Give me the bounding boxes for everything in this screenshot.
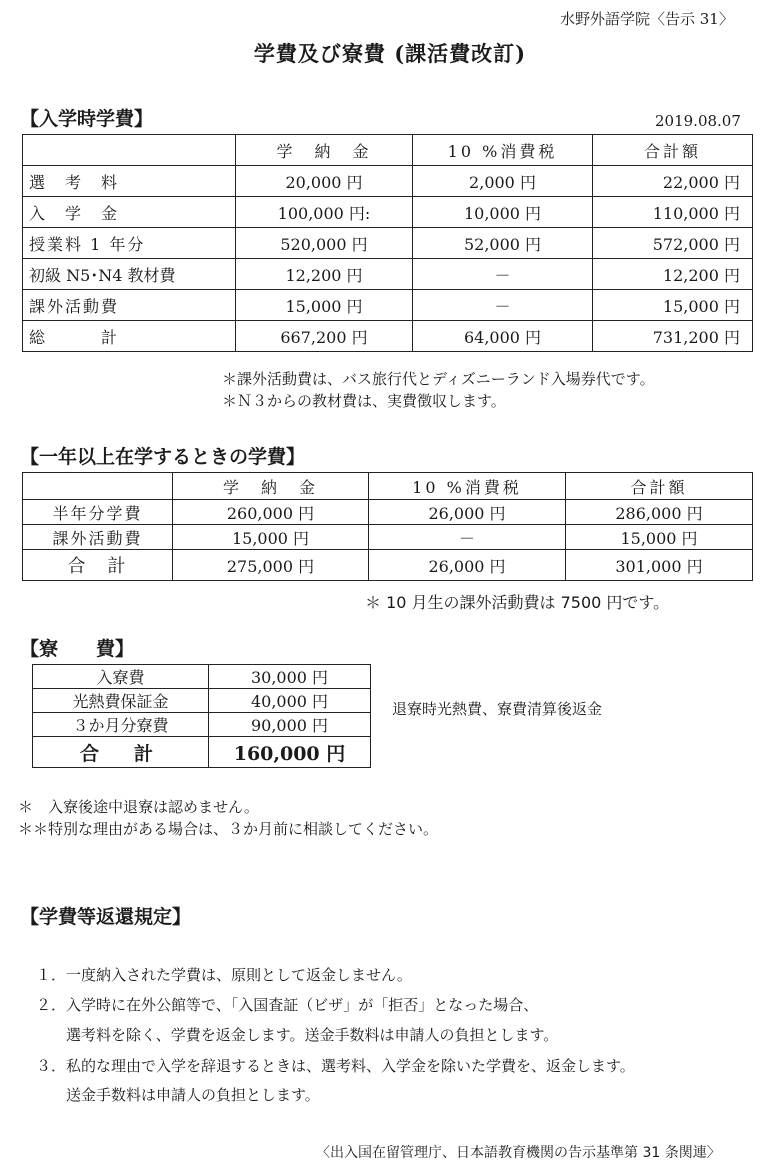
admission-note: ＊課外活動費は、バス旅行代とディズニーランド入場券代です。 <box>222 370 655 388</box>
table-row <box>23 166 753 197</box>
admission-note: ＊Ｎ３からの教材費は、実費徴収します。 <box>222 392 506 410</box>
row-label: 入寮費 <box>33 665 209 689</box>
total-amount: 731,200 円 <box>593 321 753 352</box>
row-label: 課外活動費 <box>23 290 236 321</box>
table-row <box>23 228 753 259</box>
refund-rule: 送金手数料は申請人の負担とします。 <box>36 1086 320 1104</box>
row-label: 総 計 <box>23 321 236 352</box>
refund-rule: ２．入学時に在外公館等で、「入国査証（ビザ」が「拒否」となった場合、 <box>36 996 539 1014</box>
table-row <box>33 689 371 713</box>
total-amount: 572,000 円 <box>593 228 753 259</box>
dorm-note: ＊ 入寮後途中退寮は認めません。 <box>18 798 259 816</box>
base-amount: 520,000 円 <box>236 228 413 259</box>
total-amount: 301,000 円 <box>566 550 753 581</box>
table-row <box>23 197 753 228</box>
total-amount: 15,000 円 <box>593 290 753 321</box>
document-date: 2019.08.07 <box>655 112 741 130</box>
base-amount: 100,000 円: <box>236 197 413 228</box>
table-row <box>33 713 371 737</box>
total-amount: 22,000 円 <box>593 166 753 197</box>
continuing-heading: 【一年以上在学するときの学費】 <box>20 446 306 468</box>
base-amount: 667,200 円 <box>236 321 413 352</box>
header-cell: 10 %消費税 <box>369 473 566 500</box>
row-label: 初級 N5･N4 教材費 <box>23 259 236 290</box>
row-label: 選 考 料 <box>23 166 236 197</box>
dorm-amount: 40,000 円 <box>209 689 371 713</box>
row-label: 光熱費保証金 <box>33 689 209 713</box>
dorm-side-note: 退寮時光熱費、寮費清算後返金 <box>392 700 603 718</box>
table-total-row <box>23 550 753 581</box>
table-row <box>33 665 371 689</box>
table-header-row <box>23 135 753 166</box>
row-label: ３か月分寮費 <box>33 713 209 737</box>
header-cell <box>23 473 173 500</box>
table-row <box>23 259 753 290</box>
header-cell <box>23 135 236 166</box>
tax-amount: － <box>413 259 593 290</box>
dorm-amount: 90,000 円 <box>209 713 371 737</box>
row-label: 半年分学費 <box>23 500 173 525</box>
tax-amount: 2,000 円 <box>413 166 593 197</box>
base-amount: 20,000 円 <box>236 166 413 197</box>
dorm-heading: 【寮 費】 <box>20 638 135 660</box>
header-cell: 学 納 金 <box>236 135 413 166</box>
tax-amount: 52,000 円 <box>413 228 593 259</box>
admission-heading: 【入学時学費】 <box>20 108 154 130</box>
regulation-footer: 〈出入国在留管理庁、日本語教育機関の告示基準第 31 条関連〉 <box>316 1145 721 1161</box>
row-label: 課外活動費 <box>23 525 173 550</box>
table-header-row <box>23 473 753 500</box>
table-row <box>23 500 753 525</box>
row-label: 合 計 <box>23 550 173 581</box>
table-total-row <box>23 321 753 352</box>
continuing-note: ＊ 10 月生の課外活動費は 7500 円です。 <box>365 593 670 612</box>
refund-heading: 【学費等返還規定】 <box>20 906 192 928</box>
dorm-note: ＊＊特別な理由がある場合は、３か月前に相談してください。 <box>18 820 439 838</box>
tax-amount: 64,000 円 <box>413 321 593 352</box>
header-cell: 学 納 金 <box>173 473 369 500</box>
header-cell: 合計額 <box>593 135 753 166</box>
row-label: 合 計 <box>33 737 209 768</box>
total-amount: 15,000 円 <box>566 525 753 550</box>
dorm-amount: 160,000 円 <box>209 737 371 768</box>
total-amount: 286,000 円 <box>566 500 753 525</box>
row-label: 入 学 金 <box>23 197 236 228</box>
tax-amount: 26,000 円 <box>369 550 566 581</box>
school-name: 水野外語学院〈告示 31〉 <box>560 10 734 28</box>
table-row <box>23 290 753 321</box>
tax-amount: 26,000 円 <box>369 500 566 525</box>
admission-fee-table <box>22 134 753 352</box>
header-cell: 10 %消費税 <box>413 135 593 166</box>
dorm-fee-table <box>32 664 371 768</box>
base-amount: 15,000 円 <box>173 525 369 550</box>
base-amount: 275,000 円 <box>173 550 369 581</box>
refund-rule: １．一度納入された学費は、原則として返金しません。 <box>36 966 412 984</box>
continuing-fee-table <box>22 472 753 581</box>
tax-amount: 10,000 円 <box>413 197 593 228</box>
header-cell: 合計額 <box>566 473 753 500</box>
base-amount: 12,200 円 <box>236 259 413 290</box>
base-amount: 15,000 円 <box>236 290 413 321</box>
refund-rule: 選考料を除く、学費を返金します。送金手数料は申請人の負担とします。 <box>36 1026 559 1044</box>
total-amount: 12,200 円 <box>593 259 753 290</box>
table-total-row <box>33 737 371 768</box>
tax-amount: － <box>369 525 566 550</box>
total-amount: 110,000 円 <box>593 197 753 228</box>
refund-rule: ３．私的な理由で入学を辞退するときは、選考料、入学金を除いた学費を、返金します。 <box>36 1057 635 1075</box>
table-row <box>23 525 753 550</box>
page-title: 学費及び寮費 (課活費改訂) <box>253 41 527 66</box>
row-label: 授業料 1 年分 <box>23 228 236 259</box>
dorm-amount: 30,000 円 <box>209 665 371 689</box>
tax-amount: － <box>413 290 593 321</box>
base-amount: 260,000 円 <box>173 500 369 525</box>
